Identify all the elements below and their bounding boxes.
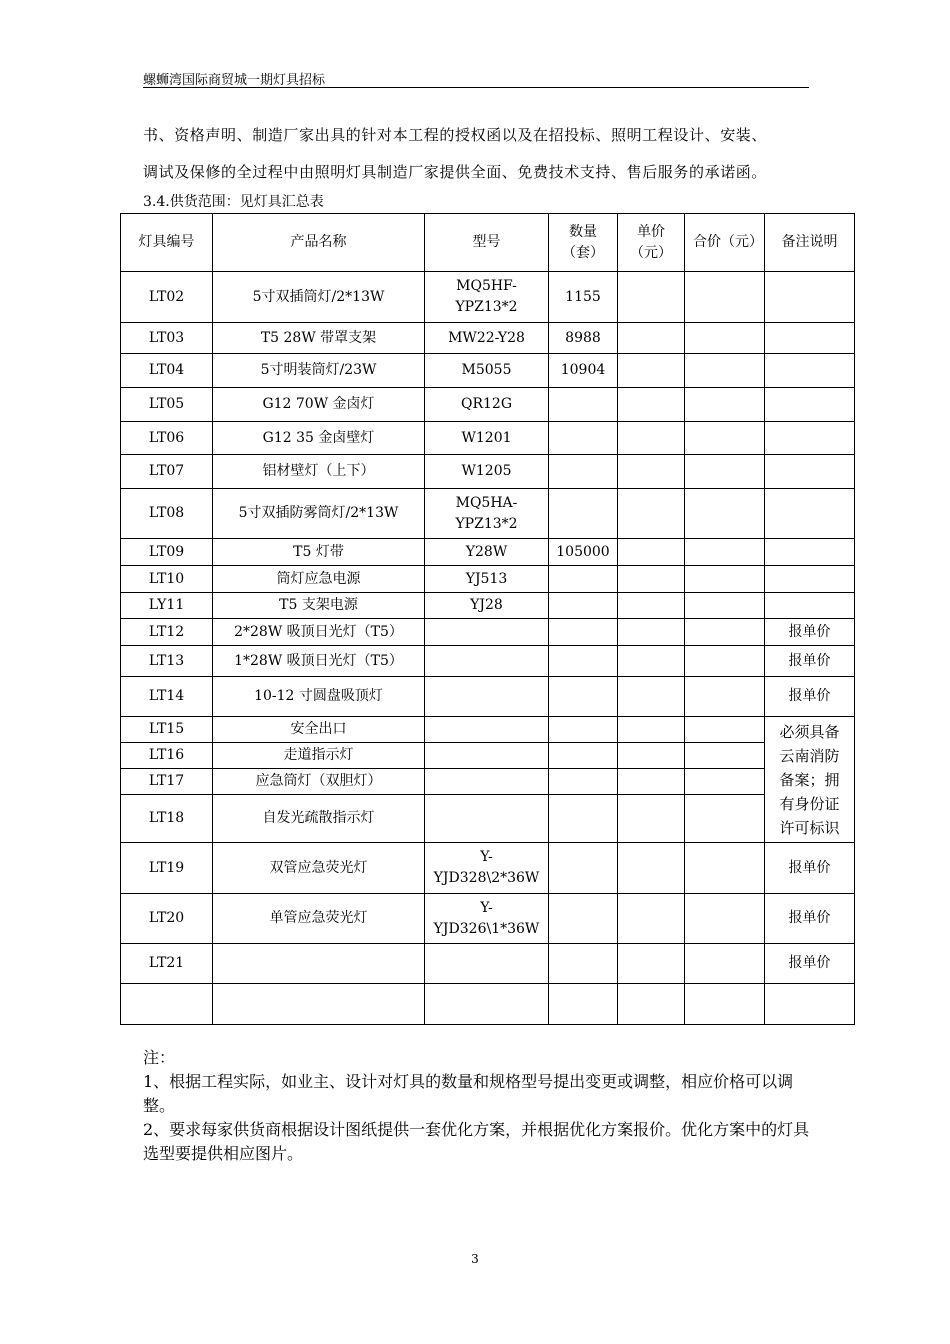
cell-total-price — [685, 843, 765, 894]
cell-quantity — [549, 894, 618, 944]
cell-remark — [765, 566, 855, 593]
cell-model — [425, 717, 549, 743]
cell-total-price — [685, 489, 765, 539]
cell-quantity — [549, 593, 618, 619]
cell-model: MW22-Y28 — [425, 323, 549, 354]
cell-fixture-id: LT08 — [121, 489, 213, 539]
cell-remark: 报单价 — [765, 894, 855, 944]
cell-model: QR12G — [425, 388, 549, 422]
note-item-2: 2、要求每家供货商根据设计图纸提供一套优化方案，并根据优化方案报价。优化方案中的灯具选型要提供相应图片。 — [143, 1120, 810, 1163]
cell-fixture-id: LT03 — [121, 323, 213, 354]
cell-product-name: 双管应急荧光灯 — [213, 843, 425, 894]
cell-remark — [765, 354, 855, 388]
cell-quantity — [549, 843, 618, 894]
cell-unit-price — [618, 984, 685, 1025]
cell-product-name: 筒灯应急电源 — [213, 566, 425, 593]
table-row — [121, 677, 855, 717]
cell-model — [425, 743, 549, 769]
cell-unit-price — [618, 422, 685, 455]
cell-model — [425, 769, 549, 795]
cell-remark: 报单价 — [765, 843, 855, 894]
table-row — [121, 769, 855, 795]
cell-unit-price — [618, 566, 685, 593]
cell-fixture-id: LT05 — [121, 388, 213, 422]
cell-fixture-id — [121, 984, 213, 1025]
table-header-cell: 产品名称 — [213, 214, 425, 272]
cell-total-price — [685, 422, 765, 455]
cell-remark: 报单价 — [765, 619, 855, 646]
table-row — [121, 619, 855, 646]
cell-model — [425, 619, 549, 646]
cell-product-name: 应急筒灯（双胆灯） — [213, 769, 425, 795]
cell-product-name: T5 支架电源 — [213, 593, 425, 619]
table-row — [121, 795, 855, 843]
cell-remark — [765, 593, 855, 619]
cell-model: MQ5HA-YPZ13*2 — [425, 489, 549, 539]
cell-fixture-id: LT16 — [121, 743, 213, 769]
table-row — [121, 646, 855, 677]
table-row — [121, 984, 855, 1025]
table-row — [121, 354, 855, 388]
cell-total-price — [685, 323, 765, 354]
cell-unit-price — [618, 272, 685, 323]
cell-unit-price — [618, 894, 685, 944]
cell-fixture-id: LT20 — [121, 894, 213, 944]
cell-unit-price — [618, 323, 685, 354]
table-row — [121, 717, 855, 743]
cell-fixture-id: LT04 — [121, 354, 213, 388]
cell-product-name: 单管应急荧光灯 — [213, 894, 425, 944]
cell-product-name: 5寸双插防雾筒灯/2*13W — [213, 489, 425, 539]
cell-remark: 报单价 — [765, 677, 855, 717]
cell-quantity — [549, 566, 618, 593]
cell-unit-price — [618, 795, 685, 843]
cell-product-name: 自发光疏散指示灯 — [213, 795, 425, 843]
cell-model — [425, 944, 549, 984]
cell-remark — [765, 422, 855, 455]
cell-fixture-id: LT19 — [121, 843, 213, 894]
table-row — [121, 843, 855, 894]
cell-product-name: T5 灯带 — [213, 539, 425, 566]
cell-quantity: 105000 — [549, 539, 618, 566]
cell-total-price — [685, 354, 765, 388]
cell-remark — [765, 984, 855, 1025]
cell-quantity — [549, 619, 618, 646]
table-row — [121, 539, 855, 566]
table-row — [121, 593, 855, 619]
cell-fixture-id: LT18 — [121, 795, 213, 843]
cell-remark — [765, 388, 855, 422]
cell-quantity — [549, 717, 618, 743]
cell-unit-price — [618, 489, 685, 539]
cell-unit-price — [618, 944, 685, 984]
cell-model — [425, 795, 549, 843]
cell-product-name — [213, 944, 425, 984]
cell-model: Y-YJD326\1*36W — [425, 894, 549, 944]
cell-quantity — [549, 422, 618, 455]
cell-total-price — [685, 944, 765, 984]
cell-total-price — [685, 984, 765, 1025]
cell-model — [425, 677, 549, 717]
cell-unit-price — [618, 677, 685, 717]
cell-product-name: 1*28W 吸顶日光灯（T5） — [213, 646, 425, 677]
cell-product-name: 2*28W 吸顶日光灯（T5） — [213, 619, 425, 646]
table-row — [121, 422, 855, 455]
cell-quantity — [549, 388, 618, 422]
cell-model: Y-YJD328\2*36W — [425, 843, 549, 894]
cell-unit-price — [618, 354, 685, 388]
cell-remark — [765, 489, 855, 539]
cell-quantity — [549, 677, 618, 717]
table-row — [121, 566, 855, 593]
cell-quantity — [549, 743, 618, 769]
table-row — [121, 272, 855, 323]
cell-product-name — [213, 984, 425, 1025]
cell-quantity — [549, 489, 618, 539]
cell-model: Y28W — [425, 539, 549, 566]
table-header-cell: 合价（元） — [685, 214, 765, 272]
table-row — [121, 323, 855, 354]
cell-quantity — [549, 984, 618, 1025]
cell-total-price — [685, 894, 765, 944]
cell-unit-price — [618, 769, 685, 795]
cell-quantity: 1155 — [549, 272, 618, 323]
cell-total-price — [685, 539, 765, 566]
cell-quantity — [549, 455, 618, 489]
cell-unit-price — [618, 717, 685, 743]
cell-total-price — [685, 619, 765, 646]
header-divider — [143, 87, 809, 88]
cell-total-price — [685, 769, 765, 795]
cell-total-price — [685, 717, 765, 743]
cell-fixture-id: LT21 — [121, 944, 213, 984]
table-header-cell: 型号 — [425, 214, 549, 272]
cell-total-price — [685, 455, 765, 489]
cell-unit-price — [618, 539, 685, 566]
cell-model: MQ5HF-YPZ13*2 — [425, 272, 549, 323]
cell-fixture-id: LT09 — [121, 539, 213, 566]
cell-unit-price — [618, 646, 685, 677]
cell-product-name: 10-12 寸圆盘吸顶灯 — [213, 677, 425, 717]
cell-fixture-id: LT06 — [121, 422, 213, 455]
cell-unit-price — [618, 593, 685, 619]
notes-section — [143, 1046, 823, 1166]
table-row — [121, 743, 855, 769]
cell-product-name: 铝材壁灯（上下） — [213, 455, 425, 489]
cell-model: W1205 — [425, 455, 549, 489]
table-header-cell: 备注说明 — [765, 214, 855, 272]
cell-fixture-id: LT17 — [121, 769, 213, 795]
cell-product-name: 走道指示灯 — [213, 743, 425, 769]
cell-remark: 必须具备云南消防备案；拥有身份证许可标识 — [765, 717, 855, 843]
table-header-cell: 单价（元） — [618, 214, 685, 272]
cell-quantity — [549, 769, 618, 795]
cell-total-price — [685, 593, 765, 619]
cell-remark — [765, 455, 855, 489]
cell-model — [425, 646, 549, 677]
cell-product-name: G12 70W 金卤灯 — [213, 388, 425, 422]
notes-title: 注： — [143, 1048, 176, 1067]
cell-total-price — [685, 272, 765, 323]
fixture-summary-table — [120, 213, 855, 1025]
cell-model: YJ513 — [425, 566, 549, 593]
cell-total-price — [685, 677, 765, 717]
cell-quantity — [549, 944, 618, 984]
page-header-title: 螺蛳湾国际商贸城一期灯具招标 — [143, 73, 326, 88]
table-header-row — [121, 214, 855, 272]
intro-line-2: 调试及保修的全过程中由照明灯具制造厂家提供全面、免费技术支持、售后服务的承诺函。 — [143, 163, 768, 181]
cell-total-price — [685, 795, 765, 843]
table-row — [121, 489, 855, 539]
table-header-cell: 数量（套） — [549, 214, 618, 272]
page-number: 3 — [471, 1252, 479, 1266]
cell-fixture-id: LT02 — [121, 272, 213, 323]
section-heading: 3.4.供货范围：见灯具汇总表 — [143, 194, 324, 210]
cell-model: W1201 — [425, 422, 549, 455]
table-header-cell: 灯具编号 — [121, 214, 213, 272]
cell-unit-price — [618, 743, 685, 769]
cell-product-name: 5寸明装筒灯/23W — [213, 354, 425, 388]
cell-quantity: 8988 — [549, 323, 618, 354]
cell-quantity — [549, 646, 618, 677]
cell-fixture-id: LT13 — [121, 646, 213, 677]
cell-total-price — [685, 743, 765, 769]
cell-product-name: 安全出口 — [213, 717, 425, 743]
cell-remark: 报单价 — [765, 646, 855, 677]
cell-fixture-id: LT12 — [121, 619, 213, 646]
cell-unit-price — [618, 388, 685, 422]
cell-remark — [765, 323, 855, 354]
cell-remark — [765, 272, 855, 323]
table-row — [121, 944, 855, 984]
cell-fixture-id: LT15 — [121, 717, 213, 743]
cell-fixture-id: LY11 — [121, 593, 213, 619]
cell-unit-price — [618, 619, 685, 646]
cell-fixture-id: LT14 — [121, 677, 213, 717]
cell-product-name: 5寸双插筒灯/2*13W — [213, 272, 425, 323]
table-row — [121, 455, 855, 489]
cell-model: YJ28 — [425, 593, 549, 619]
table-row — [121, 388, 855, 422]
cell-product-name: G12 35 金卤壁灯 — [213, 422, 425, 455]
note-item-1: 1、根据工程实际，如业主、设计对灯具的数量和规格型号提出变更或调整，相应价格可以调整。 — [143, 1072, 794, 1115]
table-row — [121, 894, 855, 944]
intro-line-1: 书、资格声明、制造厂家出具的针对本工程的授权函以及在招投标、照明工程设计、安装、 — [143, 126, 768, 144]
cell-total-price — [685, 646, 765, 677]
cell-product-name: T5 28W 带罩支架 — [213, 323, 425, 354]
cell-model: M5055 — [425, 354, 549, 388]
cell-total-price — [685, 566, 765, 593]
cell-remark: 报单价 — [765, 944, 855, 984]
cell-quantity: 10904 — [549, 354, 618, 388]
cell-model — [425, 984, 549, 1025]
cell-unit-price — [618, 843, 685, 894]
cell-total-price — [685, 388, 765, 422]
cell-fixture-id: LT07 — [121, 455, 213, 489]
cell-unit-price — [618, 455, 685, 489]
cell-remark — [765, 539, 855, 566]
cell-fixture-id: LT10 — [121, 566, 213, 593]
cell-quantity — [549, 795, 618, 843]
